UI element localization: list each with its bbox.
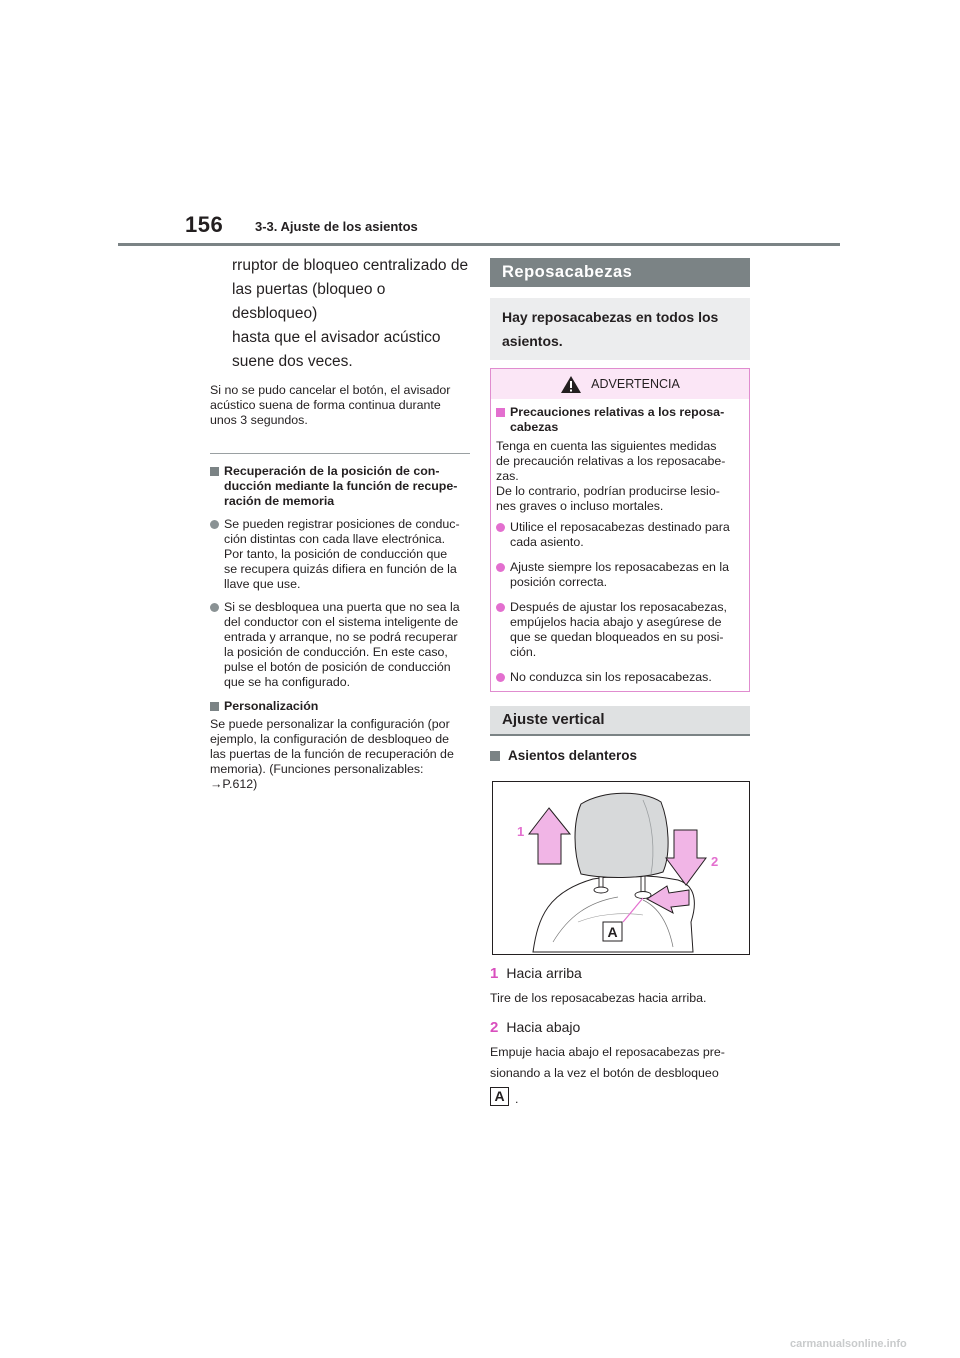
front-seats-heading: Asientos delanteros <box>490 746 750 766</box>
personalization-text: Se puede personalizar la configuración (por ejemplo, la configuración de desbloqueo de las puertas de la función de recuperación de memoria). (Funciones personalizables: →P.612) <box>210 717 454 791</box>
warning-bullet-2: Ajuste siempre los reposacabezas en la posición correcta. <box>496 560 744 590</box>
figure-label-a: A <box>607 924 618 940</box>
warning-label: ADVERTENCIA <box>591 377 680 391</box>
page-reference-link[interactable]: →P.612) <box>210 777 258 791</box>
step-2-description: Empuje hacia abajo el reposacabezas pre- sionando a la vez el botón de desbloqueo <box>490 1045 725 1080</box>
headrest <box>575 793 668 877</box>
warning-body <box>491 399 749 691</box>
round-bullet-icon <box>496 603 505 612</box>
intro-box: Hay reposacabezas en todos los asientos. <box>490 298 750 360</box>
warning-text: Tenga en cuenta las siguientes medidas de precaución relativas a los reposacabe- zas. De lo contrario, podrían producirse lesio- nes graves o incluso mortales. <box>496 439 726 513</box>
down-arrow-icon <box>666 830 706 885</box>
headrest-illustration <box>492 781 750 955</box>
section-divider <box>210 453 470 454</box>
round-bullet-icon <box>496 563 505 572</box>
warning-bullet-3: Después de ajustar los reposacabezas, empújelos hacia abajo y asegúrese de que se quedan bloqueados en su posi- ción. <box>496 600 744 660</box>
warning-bullet-1: Utilice el reposacabezas destinado para cada asiento. <box>496 520 744 550</box>
step-2 <box>490 1017 750 1038</box>
square-bullet-icon <box>210 467 219 476</box>
square-bullet-icon <box>496 408 505 417</box>
square-bullet-icon <box>210 702 219 711</box>
step-number: 1 <box>490 965 499 982</box>
button-a-label: A <box>490 1087 509 1106</box>
recovery-bullet-1: Se pueden registrar posiciones de conduc- ción distintas con cada llave electrónica. Por tanto, la posición de conducción que se recupera quizás difiera en función de la llave que use. <box>210 517 470 592</box>
vertical-adjust-heading: Ajuste vertical <box>490 706 750 736</box>
step-label: Hacia abajo <box>506 1019 581 1035</box>
round-bullet-icon <box>496 673 505 682</box>
warning-header <box>491 369 749 399</box>
continuation-text: rruptor de bloqueo centralizado de las puertas (bloqueo o desbloqueo) hasta que el avisador acústico suene dos veces. <box>232 257 469 370</box>
note-text: Si no se pudo cancelar el botón, el avisador acústico suena de forma continua durante unos 3 segundos. <box>210 383 451 427</box>
step-number: 2 <box>490 1019 499 1036</box>
square-bullet-icon <box>490 751 500 761</box>
post-collar-left <box>594 887 608 893</box>
header-divider <box>118 243 840 246</box>
left-column <box>210 254 470 792</box>
step-label: Hacia arriba <box>506 965 582 981</box>
recovery-heading: Recuperación de la posición de con- ducción mediante la función de recupe- ración de memoria <box>210 464 470 509</box>
warning-title: Precauciones relativas a los reposa- cabezas <box>496 405 744 435</box>
figure-label-1: 1 <box>517 824 525 839</box>
round-bullet-icon <box>210 603 219 612</box>
warning-bullet-4: No conduzca sin los reposacabezas. <box>496 670 744 685</box>
reposacabezas-heading: Reposacabezas <box>490 258 750 287</box>
step-1 <box>490 963 750 984</box>
page-number: 156 <box>185 212 224 237</box>
warning-box <box>490 368 750 692</box>
up-arrow-icon <box>529 808 570 864</box>
round-bullet-icon <box>210 520 219 529</box>
round-bullet-icon <box>496 523 505 532</box>
step-1-description: Tire de los reposacabezas hacia arriba. <box>490 991 707 1005</box>
sentence-end: . <box>515 1092 519 1106</box>
recovery-bullet-2: Si se desbloquea una puerta que no sea la del conductor con el sistema inteligente de entrada y arranque, no se podrá recuperar la posición de conducción. En este caso, pulse el botón de posición de conducción que se ha configurado. <box>210 600 470 690</box>
button-reference <box>490 1087 750 1106</box>
warning-triangle-icon <box>560 375 582 394</box>
right-column <box>490 258 750 1106</box>
section-title: 3-3. Ajuste de los asientos <box>255 219 418 234</box>
personalization-heading: Personalización <box>210 699 470 714</box>
figure-label-2: 2 <box>711 854 719 869</box>
watermark: carmanualsonline.info <box>790 1338 907 1350</box>
